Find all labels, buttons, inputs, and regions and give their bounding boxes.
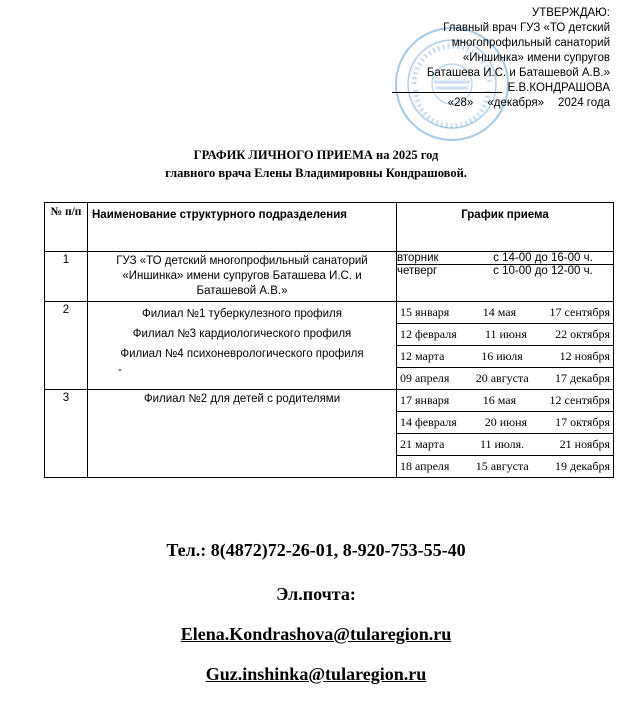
approval-date	[330, 96, 610, 111]
header-department: Наименование структурного подразделения	[88, 203, 397, 252]
dates-line	[397, 434, 613, 456]
weekday-slot	[397, 252, 613, 265]
branches-list	[88, 302, 397, 390]
date: 20 июня	[484, 415, 528, 429]
header-schedule: График приема	[397, 203, 614, 252]
signature-line	[392, 82, 502, 93]
dates-line	[397, 368, 613, 389]
signature-row	[330, 81, 610, 96]
date: 14 мая	[482, 305, 517, 319]
date: 09 апреля	[400, 371, 450, 385]
date: 18 апреля	[400, 459, 450, 473]
dates-cell	[397, 390, 614, 478]
date: 12 сентября	[549, 393, 610, 407]
table-row	[45, 302, 614, 390]
weekday: четверг	[397, 265, 473, 278]
row-number: 3	[45, 390, 88, 478]
date: 22 октября	[555, 327, 610, 341]
email-link-2[interactable]: Guz.inshinka@tularegion.ru	[205, 664, 427, 684]
date: 19 декабря	[554, 459, 610, 473]
approval-line: «Иншинка» имени супругов	[462, 52, 610, 64]
title-line-2: главного врача Елены Владимировны Кондрашовой.	[165, 166, 467, 180]
table-row	[45, 390, 614, 478]
approval-block	[330, 6, 610, 111]
dash-mark: -	[118, 364, 122, 376]
time-range: с 14-00 до 16-00 ч.	[493, 252, 593, 264]
date-year: 2024 года	[558, 97, 610, 109]
header-number: № п/п	[45, 203, 88, 252]
date: 17 января	[400, 393, 450, 407]
table-row	[45, 252, 614, 302]
dates-line	[397, 302, 613, 324]
dates-cell	[397, 302, 614, 390]
date: 15 августа	[475, 459, 529, 473]
date: 20 августа	[475, 371, 529, 385]
signer-name: Е.В.КОНДРАШОВА	[507, 82, 610, 94]
table-header-row	[45, 203, 614, 252]
date: 16 июля	[481, 349, 523, 363]
email-label: Эл.почта:	[276, 584, 356, 604]
date: 17 декабря	[554, 371, 610, 385]
date-day: «28»	[447, 97, 474, 109]
branch-name: Филиал №2 для детей с родителями	[88, 390, 397, 478]
branch-name: Филиал №4 психоневрологического профиля	[120, 348, 364, 360]
schedule-cell	[397, 252, 614, 302]
date-month: «декабря»	[487, 97, 545, 109]
weekday: вторник	[397, 252, 439, 264]
dates-line	[397, 324, 613, 346]
date: 15 января	[400, 305, 450, 319]
branch-name: Филиал №1 туберкулезного профиля	[142, 308, 342, 320]
date: 14 февраля	[400, 415, 457, 429]
date: 12 марта	[400, 349, 445, 363]
dates-line	[397, 390, 613, 412]
department-name: ГУЗ «ТО детский многопрофильный санаторий «Иншинка» имени супругов Баташева И.С. и Баташевой А.В.»	[88, 252, 397, 302]
document-title	[0, 146, 632, 182]
approval-line: многопрофильный санаторий	[451, 37, 610, 49]
weekday-schedule	[397, 252, 613, 277]
approval-line: Главный врач ГУЗ «ТО детский	[443, 22, 610, 34]
dates-line	[397, 456, 613, 477]
approval-heading: УТВЕРЖДАЮ:	[531, 7, 610, 19]
weekday-slot	[397, 265, 613, 278]
approval-line: Баташева И.С. и Баташевой А.В.»	[426, 67, 610, 79]
date: 21 ноября	[559, 437, 610, 451]
title-line-1: ГРАФИК ЛИЧНОГО ПРИЕМА на 2025 год	[193, 148, 439, 162]
date: 11 июня	[484, 327, 527, 341]
time-range: с 10-00 до 12-00 ч.	[473, 265, 613, 278]
date: 12 февраля	[400, 327, 457, 341]
row-number: 1	[45, 252, 88, 302]
row-number: 2	[45, 302, 88, 390]
schedule-table	[44, 202, 614, 478]
date: 17 октября	[555, 415, 610, 429]
branch-name: Филиал №3 кардиологического профиля	[132, 328, 352, 340]
dates-line	[397, 346, 613, 368]
phone-line: Тел.: 8(4872)72-26-01, 8-920-753-55-40	[166, 540, 466, 560]
date: 17 сентября	[549, 305, 610, 319]
email-link-1[interactable]: Elena.Kondrashova@tularegion.ru	[180, 624, 452, 644]
date: 12 ноября	[559, 349, 610, 363]
dates-line	[397, 412, 613, 434]
date: 21 марта	[400, 437, 445, 451]
date: 16 мая	[482, 393, 517, 407]
date: 11 июля.	[479, 437, 525, 451]
